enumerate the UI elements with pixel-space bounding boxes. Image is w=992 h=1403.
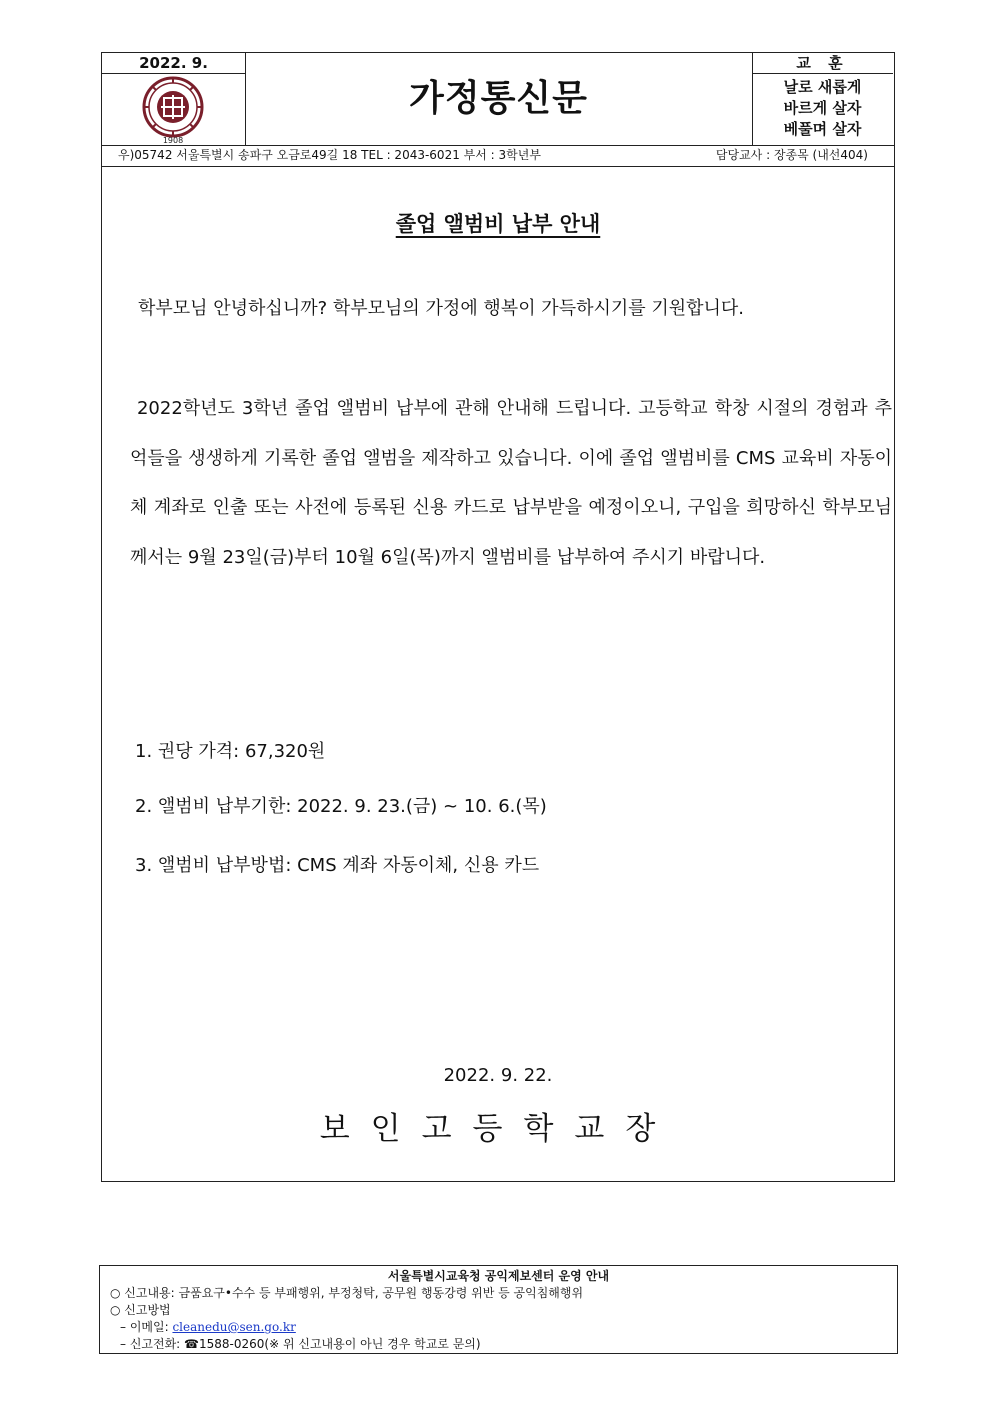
letter-body — [101, 166, 895, 1182]
document-title: 졸업 앨범비 납부 안내 — [395, 212, 601, 236]
notice-report-content: ○ 신고내용: 금품요구•수수 등 부패행위, 부정청탁, 공무원 행동강령 위반 등 공익침해행위 — [110, 1286, 584, 1300]
school-seal-icon — [102, 73, 245, 145]
info-item-price: 1. 권당 가격: 67,320원 — [135, 741, 326, 762]
school-motto — [752, 74, 893, 148]
header-table — [101, 52, 895, 146]
principal-signature: 보인고등학교장 — [319, 1111, 677, 1147]
school-seal-cell — [102, 73, 246, 145]
greeting-text: 학부모님 안녕하십니까? 학부모님의 가정에 행복이 가득하시기를 기원합니다. — [138, 298, 745, 319]
whistleblower-notice — [99, 1265, 898, 1354]
seal-year: 1908 — [162, 136, 184, 145]
info-item-deadline: 2. 앨범비 납부기한: 2022. 9. 23.(금) ~ 10. 6.(목) — [135, 796, 547, 817]
info-item-method: 3. 앨범비 납부방법: CMS 계좌 자동이체, 신용 카드 — [135, 855, 540, 876]
main-paragraph: 2022학년도 3학년 졸업 앨범비 납부에 관해 안내해 드립니다. 고등학교 학창 시절의 경험과 추억들을 생생하게 기록한 졸업 앨범을 제작하고 있습니다. 이에 졸업 앨범비를 CMS 교육비 자동이체 계좌로 인출 또는 사전에 등록된 신용 카드로 납부받을 예정이오니, 구입을 희망하신 학부모님께서는 9월 23일(금)부터 10월 6일(목)까지 앨범비를 납부하여 주시기 바랍니다. — [130, 398, 892, 568]
address-row — [101, 145, 895, 167]
issue-date-footer: 2022. 9. 22. — [443, 1065, 553, 1086]
teacher-contact: 담당교사 : 장종목 (내선404) — [715, 148, 868, 162]
notice-phone: – 신고전화: ☎1588-0260(※ 위 신고내용이 아닌 경우 학교로 문의) — [120, 1337, 481, 1351]
school-address: 우)05742 서울특별시 송파구 오금로49길 18 TEL : 2043-6021 부서 : 3학년부 — [118, 148, 541, 162]
email-link[interactable]: cleanedu@sen.go.kr — [172, 1320, 296, 1334]
notice-email-row: – 이메일: cleanedu@sen.go.kr — [120, 1320, 296, 1334]
motto-line: 베풀며 살자 — [783, 120, 862, 138]
motto-heading: 교 훈 — [752, 53, 893, 74]
motto-line: 날로 새롭게 — [783, 78, 862, 96]
newsletter-title: 가정통신문 — [245, 53, 753, 145]
notice-title: 서울특별시교육청 공익제보센터 운영 안내 — [387, 1269, 610, 1283]
issue-date: 2022. 9. — [102, 53, 246, 74]
motto-line: 바르게 살자 — [783, 99, 862, 117]
notice-report-method: ○ 신고방법 — [110, 1303, 171, 1317]
